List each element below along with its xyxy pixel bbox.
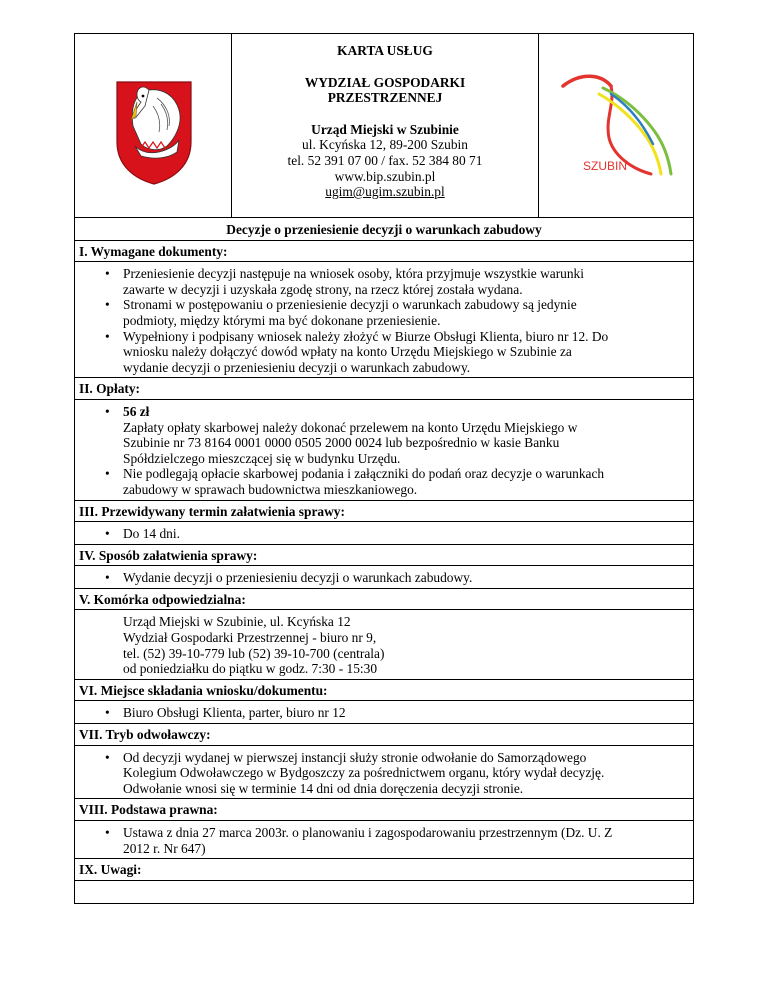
logo-cell (539, 34, 694, 218)
section-3-body (75, 522, 694, 545)
section-7-header (75, 724, 694, 746)
section-3-header (75, 500, 694, 522)
section-9-title: IX. Uwagi: (75, 859, 694, 881)
section-1-body (75, 262, 694, 378)
card-title: KARTA USŁUG (337, 43, 433, 58)
email-link[interactable]: ugim@ugim.szubin.pl (325, 184, 445, 200)
notes-area (81, 885, 687, 901)
list-item: • Ustawa z dnia 27 marca 2003r. o planowaniu i zagospodarowaniu przestrzennym (Dz. U. Z 2012 r. Nr 647) (105, 825, 613, 856)
section-6-title: VI. Miejsce składania wniosku/dokumentu: (75, 679, 694, 701)
office-phone: tel. 52 391 07 00 / fax. 52 384 80 71 (287, 152, 483, 168)
section-1-title: I. Wymagane dokumenty: (75, 240, 694, 262)
section-4-header (75, 544, 694, 566)
list-item: • Wydanie decyzji o przeniesieniu decyzji o warunkach zabudowy. (105, 570, 473, 586)
logo-text: SZUBIN (583, 159, 628, 173)
section-2-title: II. Opłaty: (75, 378, 694, 400)
service-card (74, 33, 694, 904)
section-5-header (75, 588, 694, 610)
office-address: ul. Kcyńska 12, 89-200 Szubin (302, 137, 468, 153)
header-info-cell (232, 34, 539, 218)
document-title: Decyzje o przeniesienie decyzji o warunkach zabudowy (75, 218, 694, 241)
section-5-body (75, 610, 694, 679)
section-4-body (75, 566, 694, 589)
header-row (75, 34, 694, 218)
section-4-title: IV. Sposób załatwienia sprawy: (75, 544, 694, 566)
list-item: • Przeniesienie decyzji następuje na wniosek osoby, która przyjmuje wszystkie warunki zawarte w decyzji i uzyskała zgodę strony, na rzecz której została wydana. (105, 266, 584, 297)
document-title-row (75, 218, 694, 241)
section-8-header (75, 799, 694, 821)
section-8-body (75, 821, 694, 859)
office-name: Urząd Miejski w Szubinie (311, 121, 459, 137)
coat-of-arms-icon (75, 34, 231, 217)
department-name-line1: WYDZIAŁ GOSPODARKI (304, 74, 466, 90)
list-item: • Nie podlegają opłacie skarbowej podania i załączniki do podań oraz decyzje o warunkach zabudowy w sprawach budownictwa mieszkaniowego. (105, 466, 605, 497)
list-item: • Wypełniony i podpisany wniosek należy złożyć w Biurze Obsługi Klienta, biuro nr 12. Do wniosku należy dołączyć dowód wpłaty na konto Urzędu Miejskiego w Szubinie za wydanie decyzji o przeniesieniu decyzji o warunkach zabudowy. (105, 328, 609, 375)
section-5-title: V. Komórka odpowiedzialna: (75, 588, 694, 610)
section-6-body (75, 701, 694, 724)
section-3-title: III. Przewidywany termin załatwienia sprawy: (75, 500, 694, 522)
crest-cell (75, 34, 232, 218)
section-8-title: VIII. Podstawa prawna: (75, 799, 694, 821)
szubin-stork-logo-icon (539, 34, 695, 217)
section-9-header (75, 859, 694, 881)
list-item: • Od decyzji wydanej w pierwszej instancji służy stronie odwołanie do Samorządowego Kolegium Odwoławczego w Bydgoszczy za pośrednictwem organu, który wydał decyzję. Odwołanie wnosi się w terminie 14 dni od dnia doręczenia decyzji stronie. (105, 749, 605, 796)
section-2-body (75, 399, 694, 500)
fee-amount: 56 zł (123, 403, 150, 419)
list-item: • 56 zł Zapłaty opłaty skarbowej należy dokonać przelewem na konto Urzędu Miejskiego w Szubinie nr 73 8164 0001 0000 0505 2000 0024 lub bezpośrednio w kasie Banku Spółdzielczego mieszczącej się w budynku Urzędu. (81, 404, 687, 466)
list-item: • Stronami w postępowaniu o przeniesienie decyzji o warunkach zabudowy są jedynie podmioty, między którymi ma być dokonane przeniesienie. (105, 297, 577, 328)
responsible-unit: Urząd Miejski w Szubinie, ul. Kcyńska 12 Wydział Gospodarki Przestrzennej - biuro nr 9, tel. (52) 39-10-779 lub (52) 39-10-700 (centrala) od poniedziałku do piątku w godz. 7:30 - 15:30 (123, 614, 385, 677)
department-name-line2: PRZESTRZENNEJ (327, 90, 443, 106)
section-7-body (75, 745, 694, 799)
section-9-body (75, 880, 694, 903)
service-card-table (74, 33, 694, 904)
section-2-header (75, 378, 694, 400)
section-1-header (75, 240, 694, 262)
section-6-header (75, 679, 694, 701)
list-item: • Biuro Obsługi Klienta, parter, biuro nr 12 (105, 705, 346, 721)
section-7-title: VII. Tryb odwoławczy: (75, 724, 694, 746)
website-text: www.bip.szubin.pl (334, 168, 436, 184)
list-item: • Do 14 dni. (105, 526, 180, 542)
